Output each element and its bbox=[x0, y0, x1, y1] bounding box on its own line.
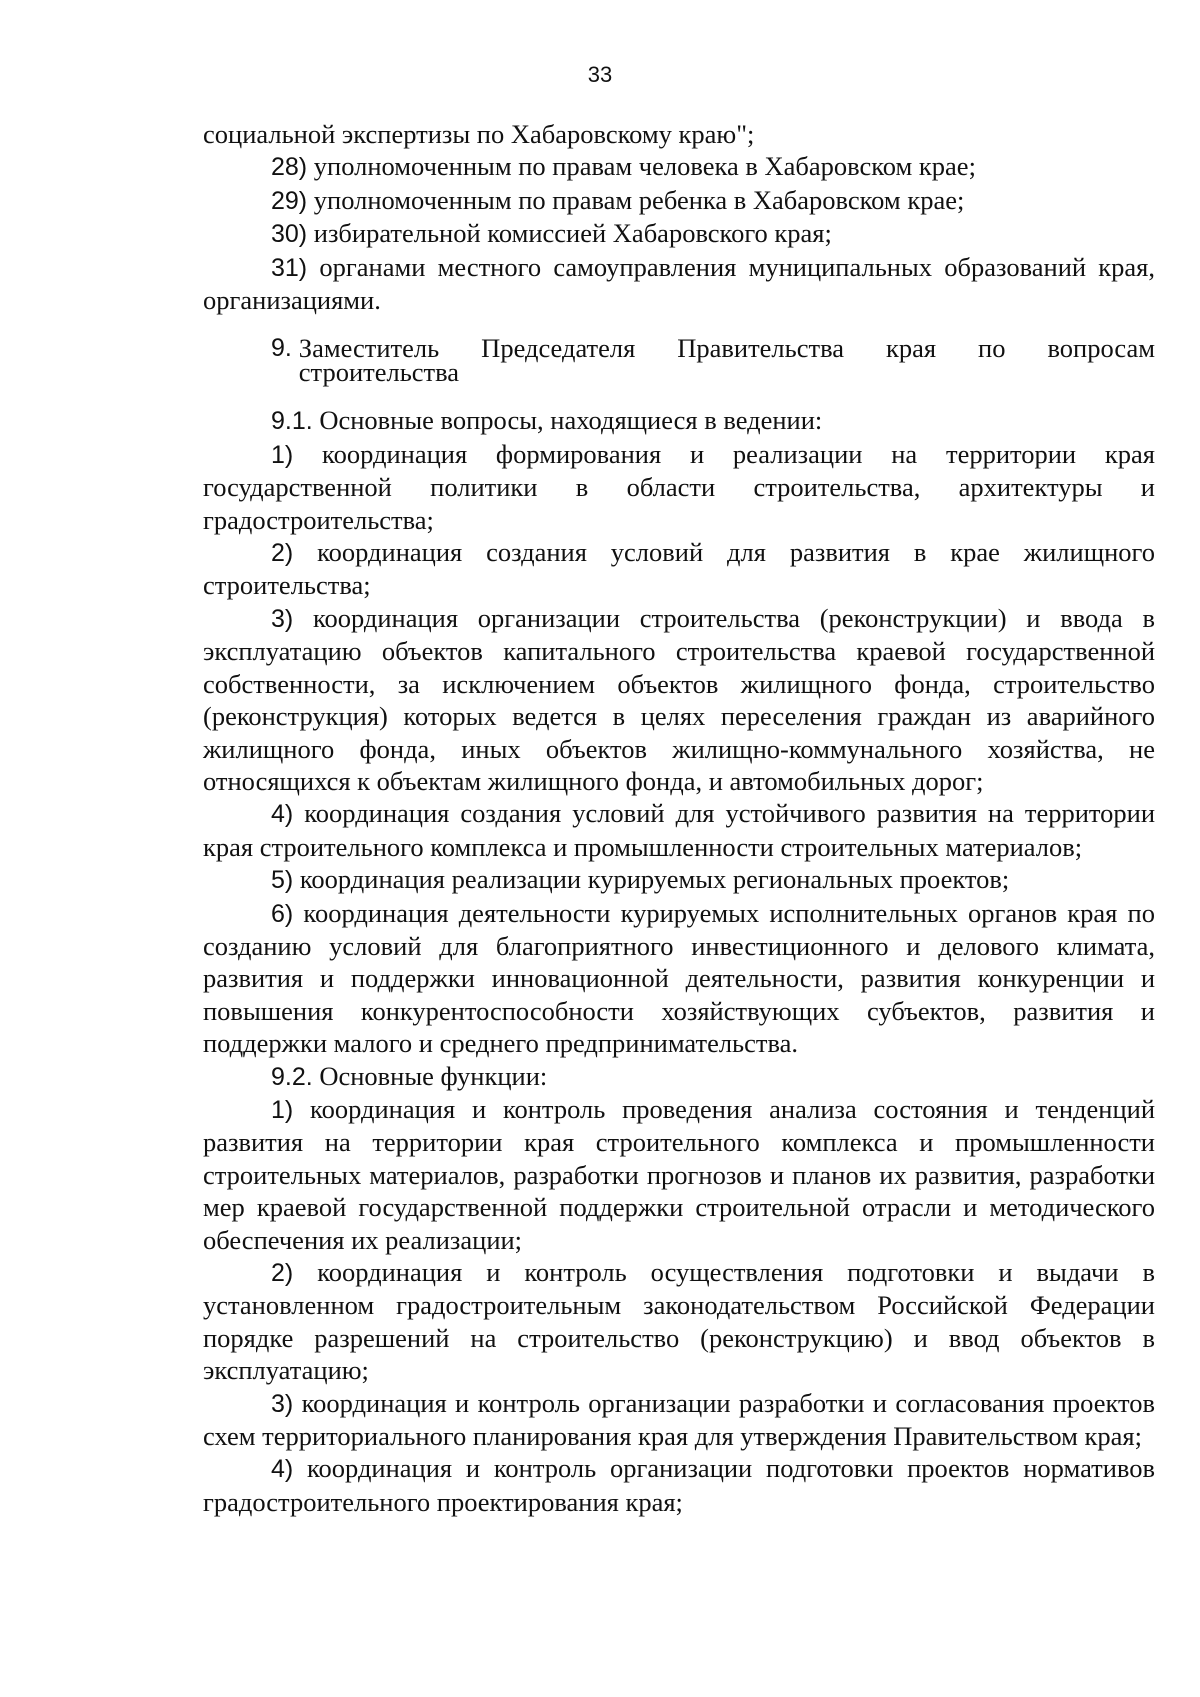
subsection-title-9-2 bbox=[203, 1060, 1155, 1093]
page-number: 33 bbox=[587, 62, 613, 87]
list-item bbox=[203, 536, 1155, 602]
item-number: 28) bbox=[271, 153, 308, 182]
item-number: 29) bbox=[271, 186, 308, 215]
item-text: координация деятельности курируемых исполнительных органов края по созданию условий для благоприятного инвестиционного и делового климата, развития и поддержки инновационной деятельности, развития конкуренции и повышения конкурентоспособности хозяйствующих субъектов, развития и поддержки малого и среднего предпринимательства. bbox=[203, 897, 1155, 1059]
item-number: 2) bbox=[271, 1259, 294, 1287]
subsection-number: 9.1. bbox=[271, 407, 313, 436]
list-item bbox=[203, 797, 1155, 863]
item-text: избирательной комиссией Хабаровского края; bbox=[307, 218, 832, 249]
subsection-title-9-1 bbox=[203, 404, 1155, 437]
item-number: 1) bbox=[271, 440, 294, 469]
paragraph-continuation bbox=[203, 118, 1155, 150]
item-number: 3) bbox=[271, 604, 294, 633]
list-item bbox=[203, 1452, 1155, 1518]
item-text: уполномоченным по правам человека в Хабаровском крае; bbox=[307, 151, 976, 182]
subsection-number: 9.2. bbox=[271, 1062, 313, 1091]
item-text: координация и контроль организации подготовки проектов нормативов градостроительного проектирования края; bbox=[203, 1453, 1155, 1517]
item-text: координация создания условий для развития в крае жилищного строительства; bbox=[203, 537, 1155, 601]
list-item bbox=[203, 1093, 1155, 1256]
item-number: 4) bbox=[271, 800, 294, 829]
item-text: координация и контроль осуществления подготовки и выдачи в установленном градостроительным законодательством Российской Федерации порядке разрешений на строительство (реконструкцию) и ввод объектов в эксплуатацию; bbox=[203, 1257, 1155, 1386]
item-text: органами местного самоуправления муниципальных образований края, организациями. bbox=[203, 251, 1155, 316]
list-item-29 bbox=[203, 184, 1155, 217]
list-item bbox=[203, 1256, 1155, 1387]
subsection-title: Основные функции: bbox=[312, 1060, 548, 1091]
item-number: 31) bbox=[271, 253, 308, 282]
list-item-31 bbox=[203, 251, 1155, 317]
item-number: 1) bbox=[271, 1095, 294, 1124]
item-number: 6) bbox=[271, 899, 294, 928]
item-text: координация организации строительства (реконструкции) и ввода в эксплуатацию объектов капитального строительства краевой государственной собственности, за исключением объектов жилищного фонда, строительство (реконструкция) которых ведется в целях переселения граждан из аварийного жилищного фонда, иных объектов жилищно-коммунального хозяйства, не относящихся к объектам жилищного фонда, и автомобильных дорог; bbox=[203, 602, 1155, 796]
item-text: координация формирования и реализации на территории края государственной политики в области строительства, архитектуры и градостроительства; bbox=[203, 438, 1155, 535]
item-number: 3) bbox=[271, 1389, 294, 1418]
item-text: координация реализации курируемых региональных проектов; bbox=[293, 864, 1010, 895]
item-number: 30) bbox=[271, 220, 308, 249]
subsection-title: Основные вопросы, находящиеся в ведении: bbox=[312, 405, 823, 436]
heading-number: 9. bbox=[271, 334, 299, 363]
item-text: координация и контроль проведения анализа состояния и тенденций развития на территории края строительного комплекса и промышленности строительных материалов, разработки прогнозов и планов их развития, разработки мер краевой государственной поддержки строительной отрасли и методического обеспечения их реализации; bbox=[203, 1093, 1155, 1255]
document-body bbox=[203, 118, 1155, 1518]
list-item bbox=[203, 438, 1155, 536]
list-item bbox=[203, 897, 1155, 1060]
section-heading bbox=[271, 333, 1155, 388]
paragraph-text: социальной экспертизы по Хабаровскому краю"; bbox=[203, 119, 755, 149]
item-number: 4) bbox=[271, 1455, 294, 1484]
list-item-30 bbox=[203, 217, 1155, 250]
item-number: 5) bbox=[271, 866, 294, 895]
item-text: координация и контроль организации разработки и согласования проектов схем территориального планирования края для утверждения Правительством края; bbox=[203, 1387, 1155, 1452]
item-text: уполномоченным по правам ребенка в Хабаровском крае; bbox=[307, 184, 965, 215]
list-item-28 bbox=[203, 150, 1155, 183]
list-item bbox=[203, 1387, 1155, 1453]
item-number: 2) bbox=[271, 539, 294, 568]
heading-line-1: Заместитель Председателя Правительства края по вопросам bbox=[298, 333, 1155, 364]
heading-text bbox=[298, 333, 1155, 388]
list-item bbox=[203, 602, 1155, 797]
heading-line-2: строительства bbox=[298, 357, 460, 388]
item-text: координация создания условий для устойчивого развития на территории края строительного комплекса и промышленности строительных материалов; bbox=[203, 798, 1155, 862]
list-item bbox=[203, 863, 1155, 896]
